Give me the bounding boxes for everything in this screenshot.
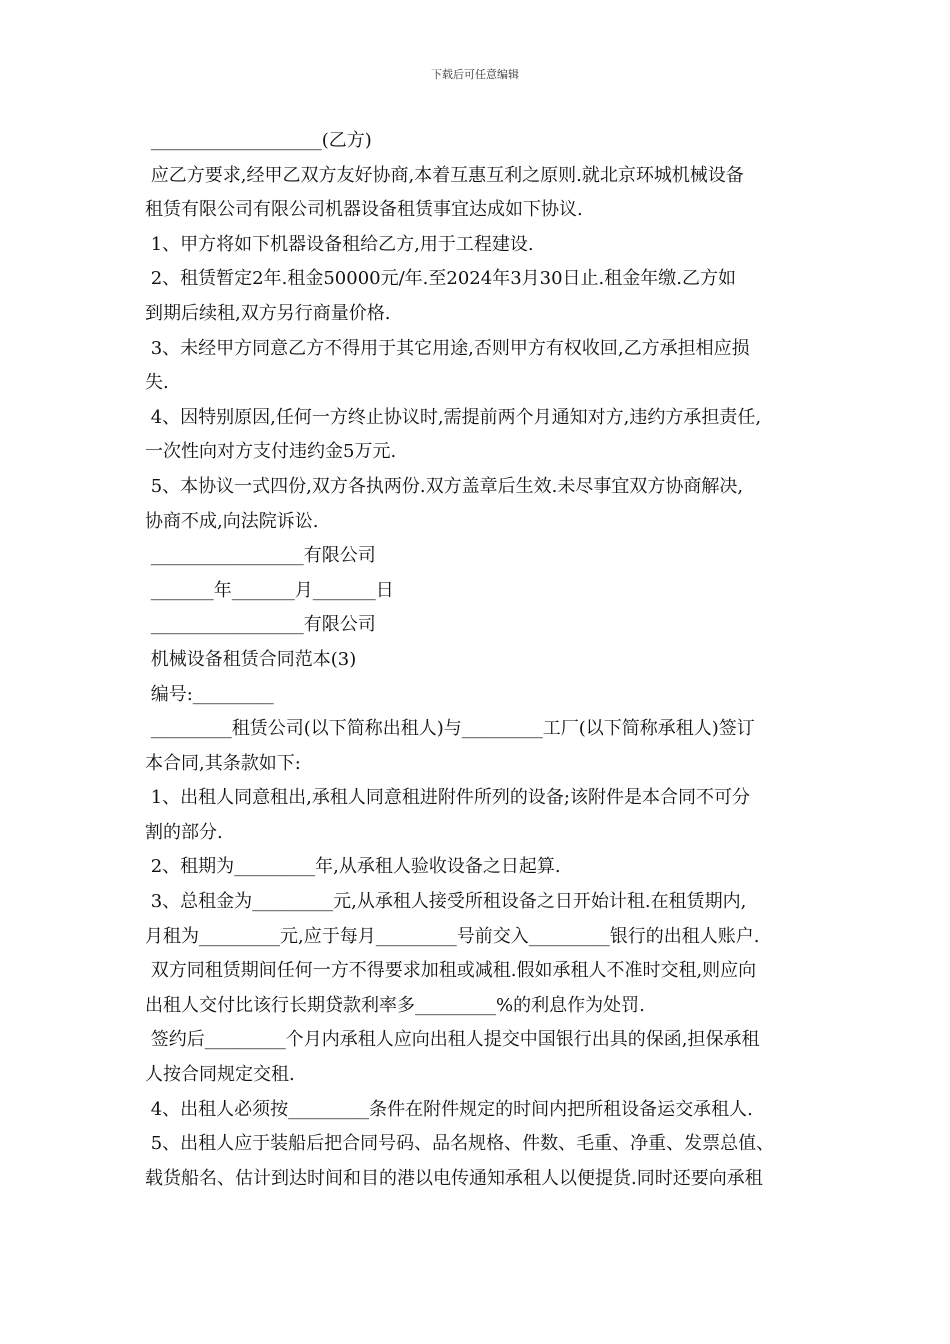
text-line: _________租赁公司(以下简称出租人)与_________工厂(以下简称承租人)签订 [145,718,755,740]
section-title: 机械设备租赁合同范本(3) [145,648,357,670]
text-line: 3、未经甲方同意乙方不得用于其它用途,否则甲方有权收回,乙方承担相应损 [145,337,750,359]
text-line: 1、甲方将如下机器设备租给乙方,用于工程建设. [145,233,534,255]
text-line: 3、总租金为_________元,从承租人接受所租设备之日开始计租.在租赁期内, [145,891,747,913]
text-line: 本合同,其条款如下: [145,752,301,774]
text-line: 5、出租人应于装船后把合同号码、品名规格、件数、毛重、净重、发票总值、 [145,1133,775,1155]
text-line: ___________________(乙方) [145,130,372,151]
text-line: 失. [145,372,169,394]
text-line: 割的部分. [145,821,223,843]
text-line: 应乙方要求,经甲乙双方友好协商,本着互惠互利之原则.就北京环城机械设备 [145,164,744,186]
contract-number: 编号:_________ [145,683,274,705]
text-line: 5、本协议一式四份,双方各执两份.双方盖章后生效.未尽事宜双方协商解决, [145,475,744,497]
text-line: 4、因特别原因,任何一方终止协议时,需提前两个月通知对方,违约方承担责任, [145,406,762,428]
text-line: 一次性向对方支付违约金5万元. [145,441,397,463]
text-line: 1、出租人同意租出,承租人同意租进附件所列的设备;该附件是本合同不可分 [145,787,750,809]
text-line: 2、租期为_________年,从承租人验收设备之日起算. [145,856,561,878]
text-line: 租赁有限公司有限公司机器设备租赁事宜达成如下协议. [145,199,583,221]
signature-line: _________________有限公司 [145,614,376,636]
text-line: 出租人交付比该行长期贷款利率多_________%的利息作为处罚. [145,994,645,1016]
text-line: 载货船名、估计到达时间和目的港以电传通知承租人以便提货.同时还要向承租 [145,1167,763,1189]
text-line: 月租为_________元,应于每月_________号前交入_________银行的出租人账户. [145,925,760,947]
text-line: 4、出租人必须按_________条件在附件规定的时间内把所租设备运交承租人. [145,1098,753,1120]
document-body [145,124,817,1196]
signature-line: _________________有限公司 [145,545,376,567]
date-line: _______年_______月_______日 [145,579,394,601]
text-line: 2、租赁暂定2年.租金50000元/年.至2024年3月30日止.租金年缴.乙方如 [145,268,737,290]
page-header: 下载后可任意编辑 [431,68,519,81]
text-line: 协商不成,向法院诉讼. [145,510,319,532]
text-line: 签约后_________个月内承租人应向出租人提交中国银行出具的保函,担保承租 [145,1029,760,1051]
text-line: 双方同租赁期间任何一方不得要求加租或减租.假如承租人不准时交租,则应向 [145,960,757,982]
text-line: 到期后续租,双方另行商量价格. [145,302,391,324]
text-line: 人按合同规定交租. [145,1064,295,1086]
